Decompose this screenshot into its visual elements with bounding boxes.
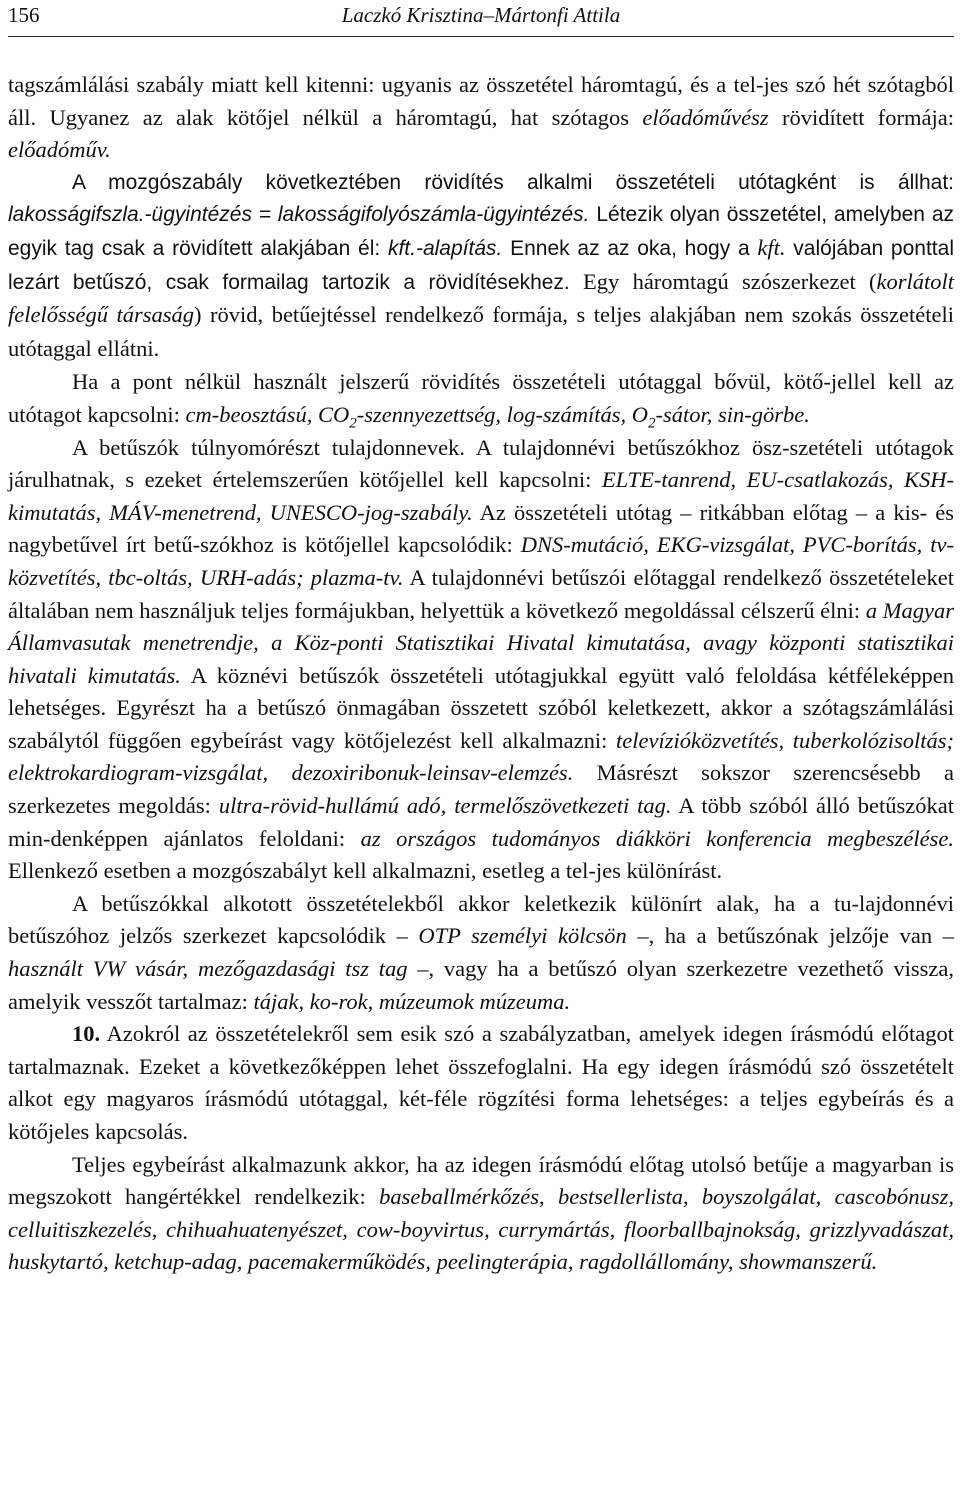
italic-example: tájak, ko-rok, múzeumok múzeuma.	[253, 988, 571, 1014]
italic-example: -sátor, sin-görbe.	[655, 401, 810, 427]
text-run: rövidített formája:	[768, 104, 954, 130]
text-run: –, ha a betűszónak jelzője van –	[626, 923, 954, 949]
italic-example: ultra-rövid-hullámú adó, termelőszövetkezeti tag.	[218, 793, 672, 819]
italic-example: használt VW vásár, mezőgazdasági tsz tag	[8, 956, 408, 982]
text-run: A betűszókkal alkotott összetételekből akkor keletkezik különírt alak, ha a tu-lajdonnévi betűszóhoz jelzős szerkezet kapcsolódik –	[8, 890, 954, 949]
paragraph-4	[8, 432, 954, 888]
italic-example: OTP személyi kölcsön	[418, 923, 627, 949]
italic-example: az országos tudományos diákköri konferencia megbeszélése.	[360, 825, 954, 851]
running-header	[8, 0, 954, 37]
paragraph-6	[8, 1018, 954, 1148]
section-number: 10.	[72, 1021, 101, 1047]
text-run: Egy háromtagú szószerkezet (	[569, 268, 877, 294]
text-run: Teljes egybeírást alkalmazunk akkor, ha az idegen írásmódú előtag utolsó betűje a magyarban is megszokott hangértékkel rendelkezik:	[8, 1151, 954, 1210]
italic-example: korlátolt felelősségű társaság	[8, 268, 954, 328]
text-run: Ha a pont nélkül használt jelszerű rövidítés összetételi utótaggal bővül, kötő-jellel kell az utótagot kapcsolni:	[8, 369, 954, 427]
text-run: Létezik olyan összetétel, amelyben az egyik tag csak a rövidített alakjában él:	[8, 203, 954, 260]
text-run: A tulajdonnévi betűszói előtaggal rendelkező összetételeket általában nem használjuk teljes formájukban, helyettük a következő megoldással célszerű élni:	[8, 564, 954, 623]
text-run: Az összetételi utótag – ritkábban előtag – a kis- és nagybetűvel írt betű-szókhoz is kötőjellel kapcsolódik:	[8, 499, 955, 558]
text-run: Ellenkező esetben a mozgószabályt kell alkalmazni, esetleg a tel-jes különírást.	[8, 858, 723, 884]
italic-example: ELTE-tanrend, EU-csatlakozás, KSH-kimutatás, MÁV-menetrend, UNESCO-jog-szabály.	[8, 467, 954, 525]
italic-example: televízióközvetítés, tuberkolózisoltás; elektrokardiogram-vizsgálat, dezoxiribonuk-leinsav-elemzés.	[8, 727, 954, 786]
italic-example: kft.	[757, 234, 786, 260]
italic-example: -szennyezettség, log-számítás, O	[356, 401, 648, 427]
text-run: Ennek az az oka, hogy a	[502, 236, 758, 260]
text-run: A mozgószabály következtében rövidítés alkalmi összetételi utótagként is állhat:	[72, 170, 954, 194]
page-number: 156	[8, 3, 40, 27]
text-run: Másrészt sokszor szerencsésebb a szerkezetes megoldás:	[8, 760, 954, 819]
italic-example: előadóműv.	[8, 137, 111, 163]
italic-example: cm-beosztású, CO	[185, 401, 350, 427]
italic-example: lakosságifszla.-ügyintézés = lakosságifolyószámla-ügyintézés.	[8, 203, 590, 227]
text-run: A több szóból álló betűszókat min-denképpen ajánlatos feloldani:	[8, 793, 954, 851]
subscript: 2	[647, 415, 656, 432]
text-run: A köznévi betűszók összetételi utótagjukkal együtt való feloldása kétféleképpen lehetséges. Egyrészt ha a betűszó önmagában összetett szóból keletkezett, akkor a szótagszámlálási szabálytól függően egybeírást vagy kötőjelezést kell alkalmazni:	[8, 662, 954, 753]
paragraph-5	[8, 888, 954, 1018]
paragraph-3	[8, 366, 954, 431]
italic-example: a Magyar Államvasutak menetrendje, a Köz-ponti Statisztikai Hivatal kimutatása, avagy központi statisztikai hivatali kimutatás.	[8, 597, 954, 688]
body-text	[8, 69, 954, 1279]
text-run: –, vagy ha a betűszó olyan szerkezetre vezethető vissza, amelyik vesszőt tartalmaz:	[8, 956, 954, 1014]
paragraph-1	[8, 69, 954, 167]
document-page	[8, 0, 954, 1279]
italic-example: baseballmérkőzés, bestsellerlista, boyszolgálat, cascobónusz, celluitiszkezelés, chihuahuatenyészet, cow-boyvirtus, currymártás, floorballbajnokság, grizzlyvadászat, huskytartó, ketchup-adag, pacemakerműködés, peelingterápia, ragdollállomány, showmanszerű.	[8, 1184, 954, 1275]
paragraph-7	[8, 1149, 954, 1279]
text-run: valójában ponttal lezárt betűszó, csak formailag tartozik a rövidítésekhez.	[8, 236, 954, 294]
italic-example: DNS-mutáció, EKG-vizsgálat, PVC-borítás, tv-közvetítés, tbc-oltás, URH-adás; plazma-tv.	[8, 532, 954, 590]
text-run: Azokról az összetételekről sem esik szó a szabályzatban, amelyek idegen írásmódú előtagot tartalmaznak. Ezeket a következőképpen lehet összefoglalni. Ha egy idegen írásmódú szó összetételt alkot egy magyaros írásmódú utótaggal, két-féle rögzítési forma lehetséges: a teljes egybeírás és a kötőjeles kapcsolás.	[8, 1021, 954, 1144]
italic-example: előadóművész	[642, 104, 769, 130]
text-run: tagszámlálási szabály miatt kell kitenni: ugyanis az összetétel háromtagú, és a tel-jes szó hét szótagból áll. Ugyanez az alak kötőjel nélkül a háromtagú, hat szótagos	[8, 72, 954, 130]
italic-example: kft.-alapítás.	[387, 236, 503, 260]
running-title: Laczkó Krisztina–Mártonfi Attila	[341, 3, 621, 27]
subscript: 2	[349, 415, 357, 432]
paragraph-2	[8, 167, 954, 367]
text-run: ) rövid, betűejtéssel rendelkező formája, s teljes alakjában nem szokás összetételi utótaggal ellátni.	[8, 302, 954, 361]
text-run: A betűszók túlnyomórészt tulajdonnevek. A tulajdonnévi betűszókhoz ösz-szetételi utótagok járulhatnak, s ezeket értelemszerűen kötőjellel kell kapcsolni:	[8, 434, 954, 493]
